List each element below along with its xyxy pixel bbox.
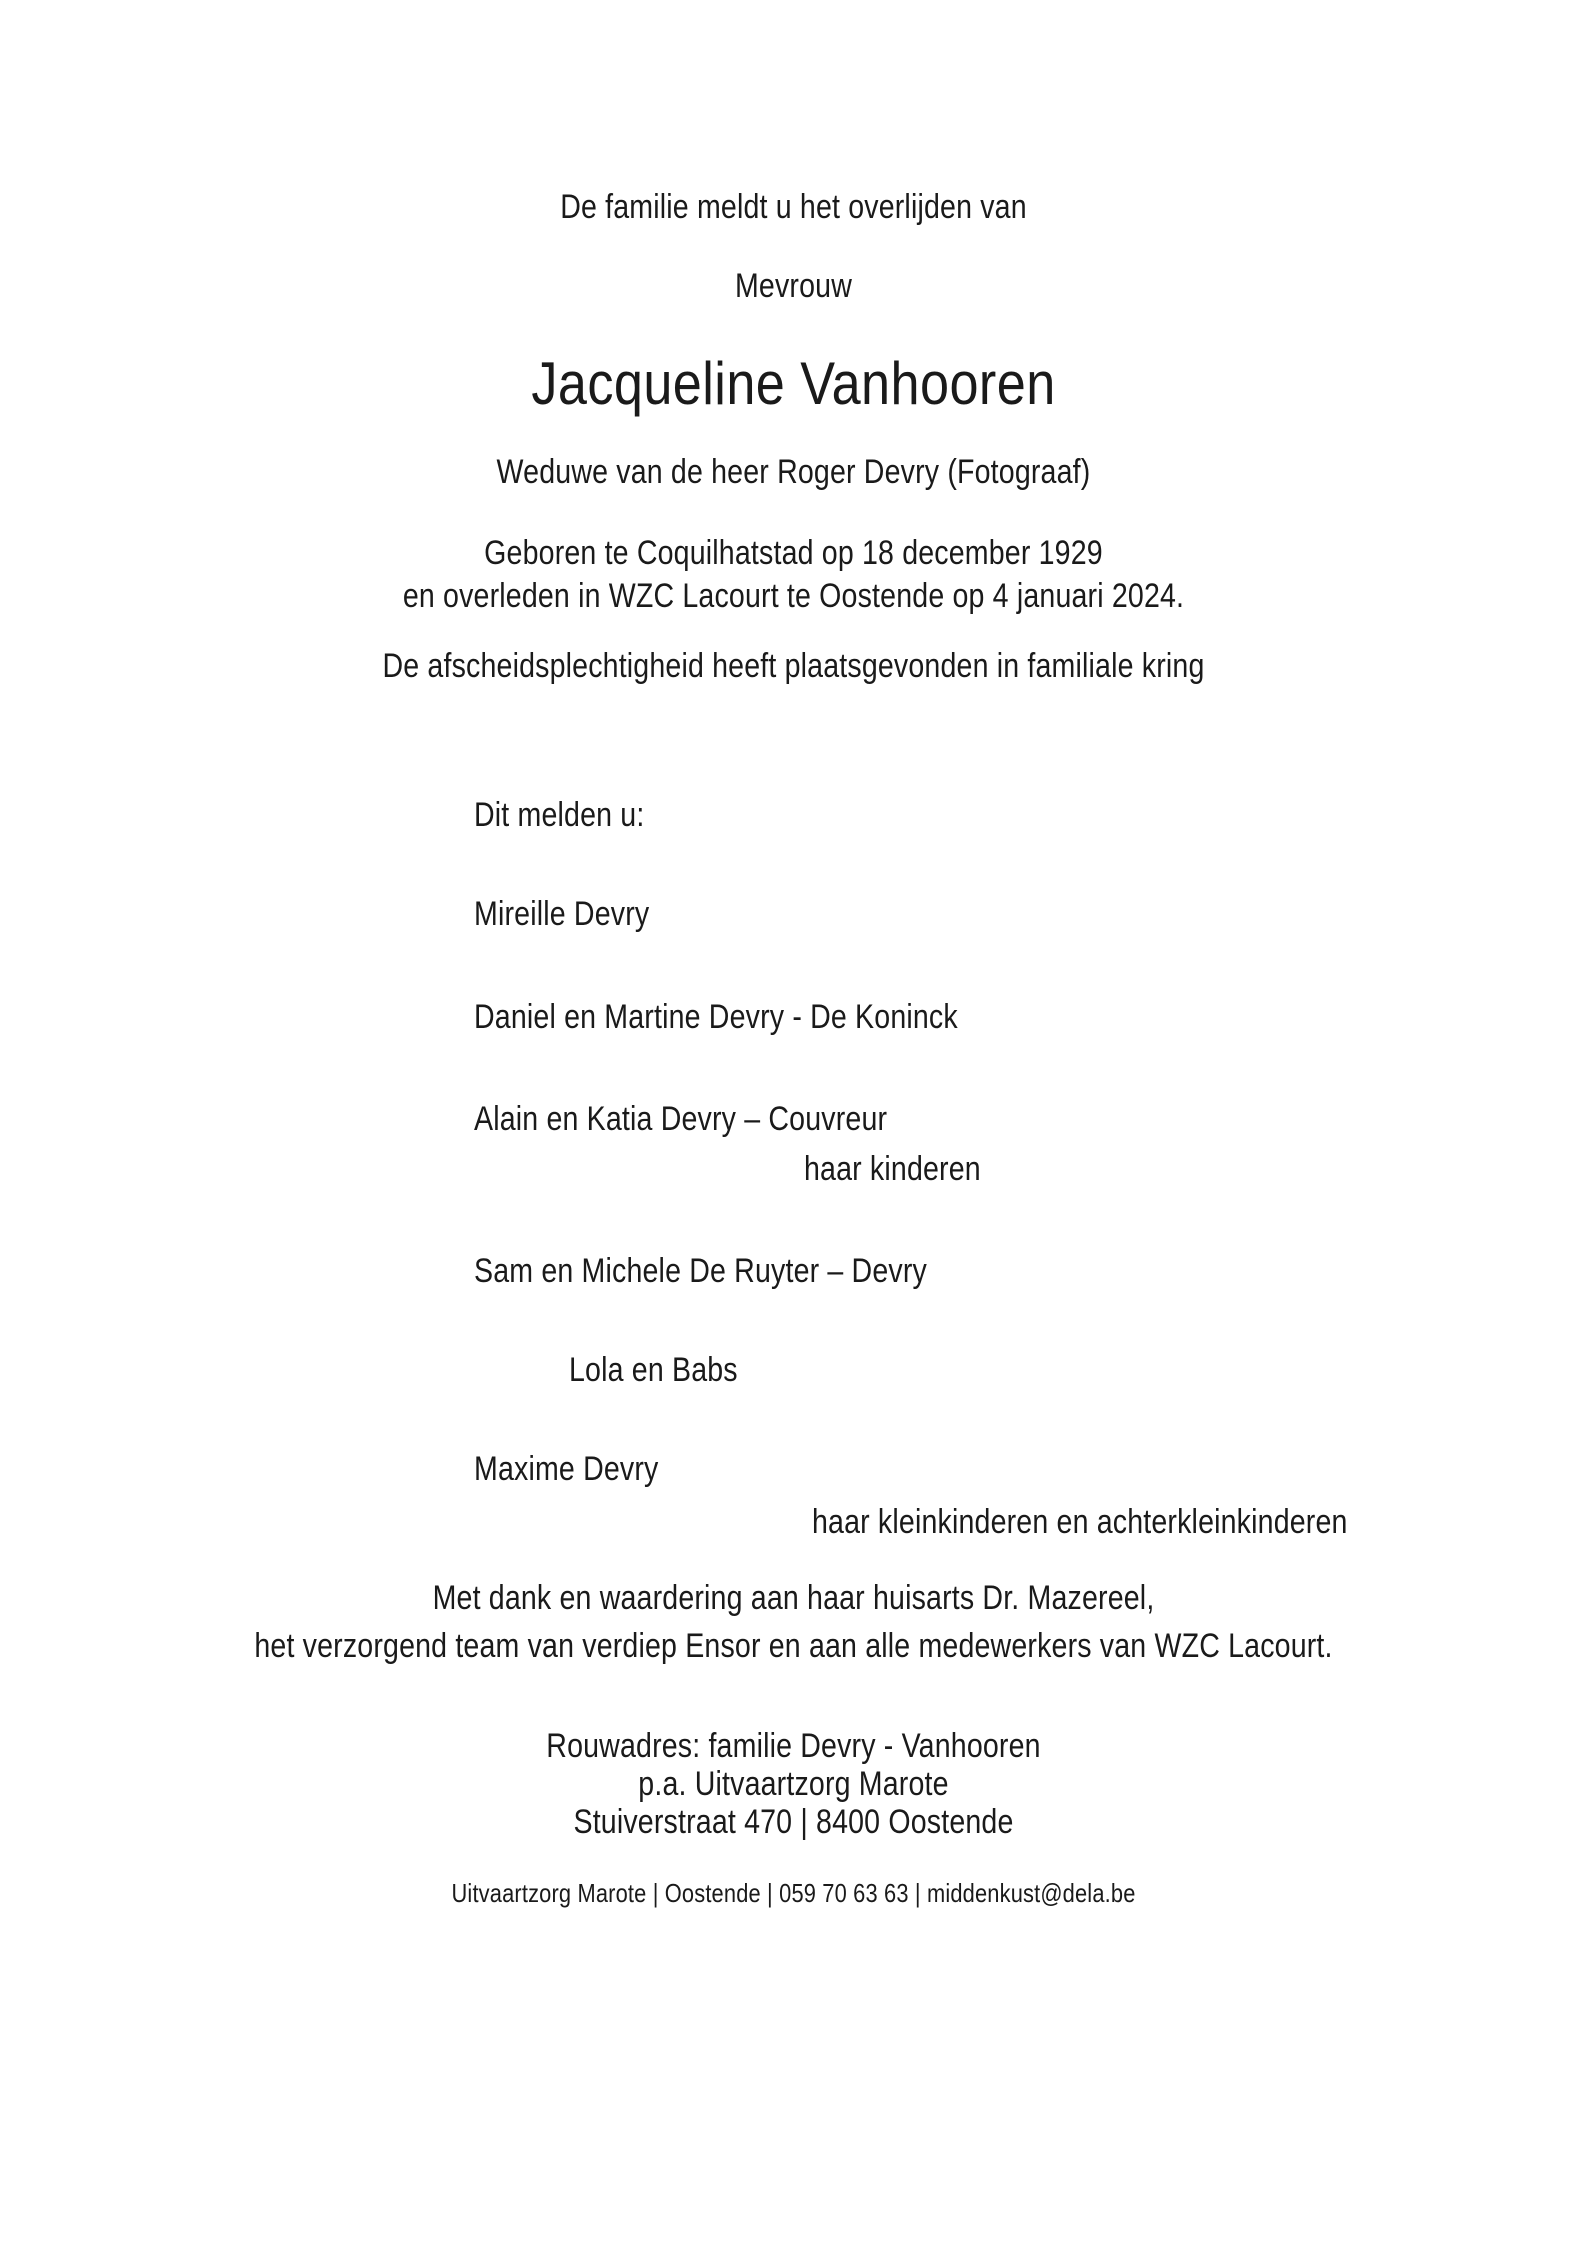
announcer-child-1: Mireille Devry <box>474 895 650 933</box>
grandchildren-label: haar kleinkinderen en achterkleinkinderen <box>812 1503 1348 1541</box>
announcer-grandchild-couple: Sam en Michele De Ruyter – Devry <box>474 1252 927 1290</box>
announcers-header: Dit melden u: <box>474 796 645 834</box>
widow-line: Weduwe van de heer Roger Devry (Fotograaf) <box>496 453 1091 491</box>
mourning-address-line-3: Stuiverstraat 470 | 8400 Oostende <box>573 1803 1014 1841</box>
announcer-child-3: Alain en Katia Devry – Couvreur <box>474 1100 888 1138</box>
mourning-address-line-2: p.a. Uitvaartzorg Marote <box>638 1765 949 1803</box>
funeral-home-contact-line: Uitvaartzorg Marote | Oostende | 059 70 63 63 | middenkust@dela.be <box>451 1878 1136 1908</box>
gratitude-line-1: Met dank en waardering aan haar huisarts Dr. Mazereel, <box>432 1579 1155 1617</box>
great-grandchildren-names: Lola en Babs <box>569 1351 738 1389</box>
birth-line: Geboren te Coquilhatstad op 18 december 1929 <box>484 534 1103 572</box>
deceased-name: Jacqueline Vanhooren <box>531 350 1056 417</box>
ceremony-line: De afscheidsplechtigheid heeft plaatsgevonden in familiale kring <box>382 647 1205 685</box>
death-line: en overleden in WZC Lacourt te Oostende op 4 januari 2024. <box>402 577 1185 615</box>
mourning-address-line-1: Rouwadres: familie Devry - Vanhooren <box>546 1727 1041 1765</box>
intro-line: De familie meldt u het overlijden van <box>560 188 1027 226</box>
gratitude-line-2: het verzorgend team van verdiep Ensor en aan alle medewerkers van WZC Lacourt. <box>254 1627 1333 1665</box>
salutation-line: Mevrouw <box>734 267 853 305</box>
announcer-child-2: Daniel en Martine Devry - De Koninck <box>474 998 958 1036</box>
children-label: haar kinderen <box>804 1150 981 1188</box>
announcer-grandchild: Maxime Devry <box>474 1450 659 1488</box>
